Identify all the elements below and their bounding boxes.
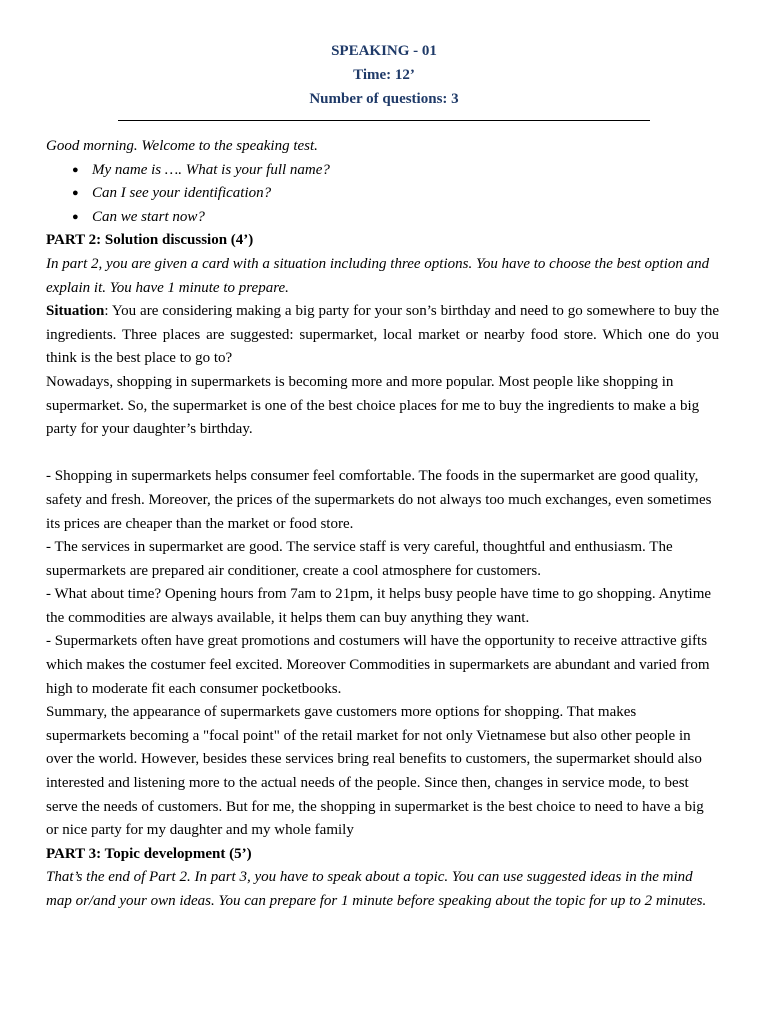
situation-label: Situation xyxy=(46,303,105,320)
answer-intro: Nowadays, shopping in supermarkets is becoming more and more popular. Most people like shopping in supermarket. So, the supermarket is one of the best choice places for me to buy the ingredients to make a big party for your daughter’s birthday. xyxy=(46,373,700,438)
list-item-text: Can I see your identification? xyxy=(92,185,272,202)
answer-point: - The services in supermarket are good. The service staff is very careful, thoughtful and enthusiasm. The supermarkets are prepared air conditioner, create a cool atmosphere for customers. xyxy=(46,539,673,579)
header-divider xyxy=(118,120,650,121)
situation-paragraph xyxy=(46,300,719,371)
test-title: SPEAKING - 01 xyxy=(331,43,437,59)
part2-instructions: In part 2, you are given a card with a situation including three options. You have to choose the best option and explain it. You have 1 minute to prepare. xyxy=(46,255,710,296)
list-item xyxy=(46,159,719,183)
answer-point: - What about time? Opening hours from 7am to 21pm, it helps busy people have time to go shopping. Anytime the commodities are always available, it helps them can buy anything they want. xyxy=(46,586,712,626)
blank-line xyxy=(46,442,719,466)
answer-point: - Supermarkets often have great promotions and costumers will have the opportunity to receive attractive gifts which makes the costumer feel excited. Moreover Commodities in supermarkets are abundant and varied from high to moderate fit each consumer pocketbooks. xyxy=(46,633,710,697)
list-item xyxy=(46,206,719,230)
part3-heading: PART 3: Topic development (5’) xyxy=(46,845,252,862)
document-body xyxy=(46,135,719,914)
question-count: Number of questions: 3 xyxy=(309,91,459,107)
list-item-text: Can we start now? xyxy=(92,208,205,225)
part3-instructions: That’s the end of Part 2. In part 3, you have to speak about a topic. You can use suggested ideas in the mind map or/and your own ideas. You can prepare for 1 minute before speaking about the topic for up to 2 minutes. xyxy=(46,869,707,909)
list-item-text: My name is …. What is your full name? xyxy=(92,161,330,178)
list-item xyxy=(46,182,719,206)
bullet-icon: ● xyxy=(72,187,79,200)
greeting-text: Good morning. Welcome to the speaking test. xyxy=(46,138,318,154)
greeting-list xyxy=(46,159,719,230)
test-time: Time: 12’ xyxy=(353,67,415,83)
situation-text: : You are considering making a big party for your son’s birthday and need to go somewhere to buy the ingredients. Three places are suggested: supermarket, local market or nearby food store. Which one do you think is the best place to go to? xyxy=(46,303,719,367)
answer-point: - Shopping in supermarkets helps consumer feel comfortable. The foods in the supermarket are good quality, safety and fresh. Moreover, the prices of the supermarkets do not always too much exchanges, even sometimes its prices are cheaper than the market or food store. xyxy=(46,468,712,532)
bullet-icon: ● xyxy=(72,163,79,176)
bullet-icon: ● xyxy=(72,210,79,223)
summary-paragraph: Summary, the appearance of supermarkets gave customers more options for shopping. That makes supermarkets becoming a "focal point" of the retail market for not only Vietnamese but also other people in over the world. However, besides these services bring real benefits to customers, the supermarket should also interested and listening more to the actual needs of the people. Since then, changes in service mode, to best serve the needs of customers. But for me, the shopping in supermarket is the best choice to need to have a big or nice party for my daughter and my whole family xyxy=(46,704,704,839)
part2-heading: PART 2: Solution discussion (4’) xyxy=(46,232,254,249)
